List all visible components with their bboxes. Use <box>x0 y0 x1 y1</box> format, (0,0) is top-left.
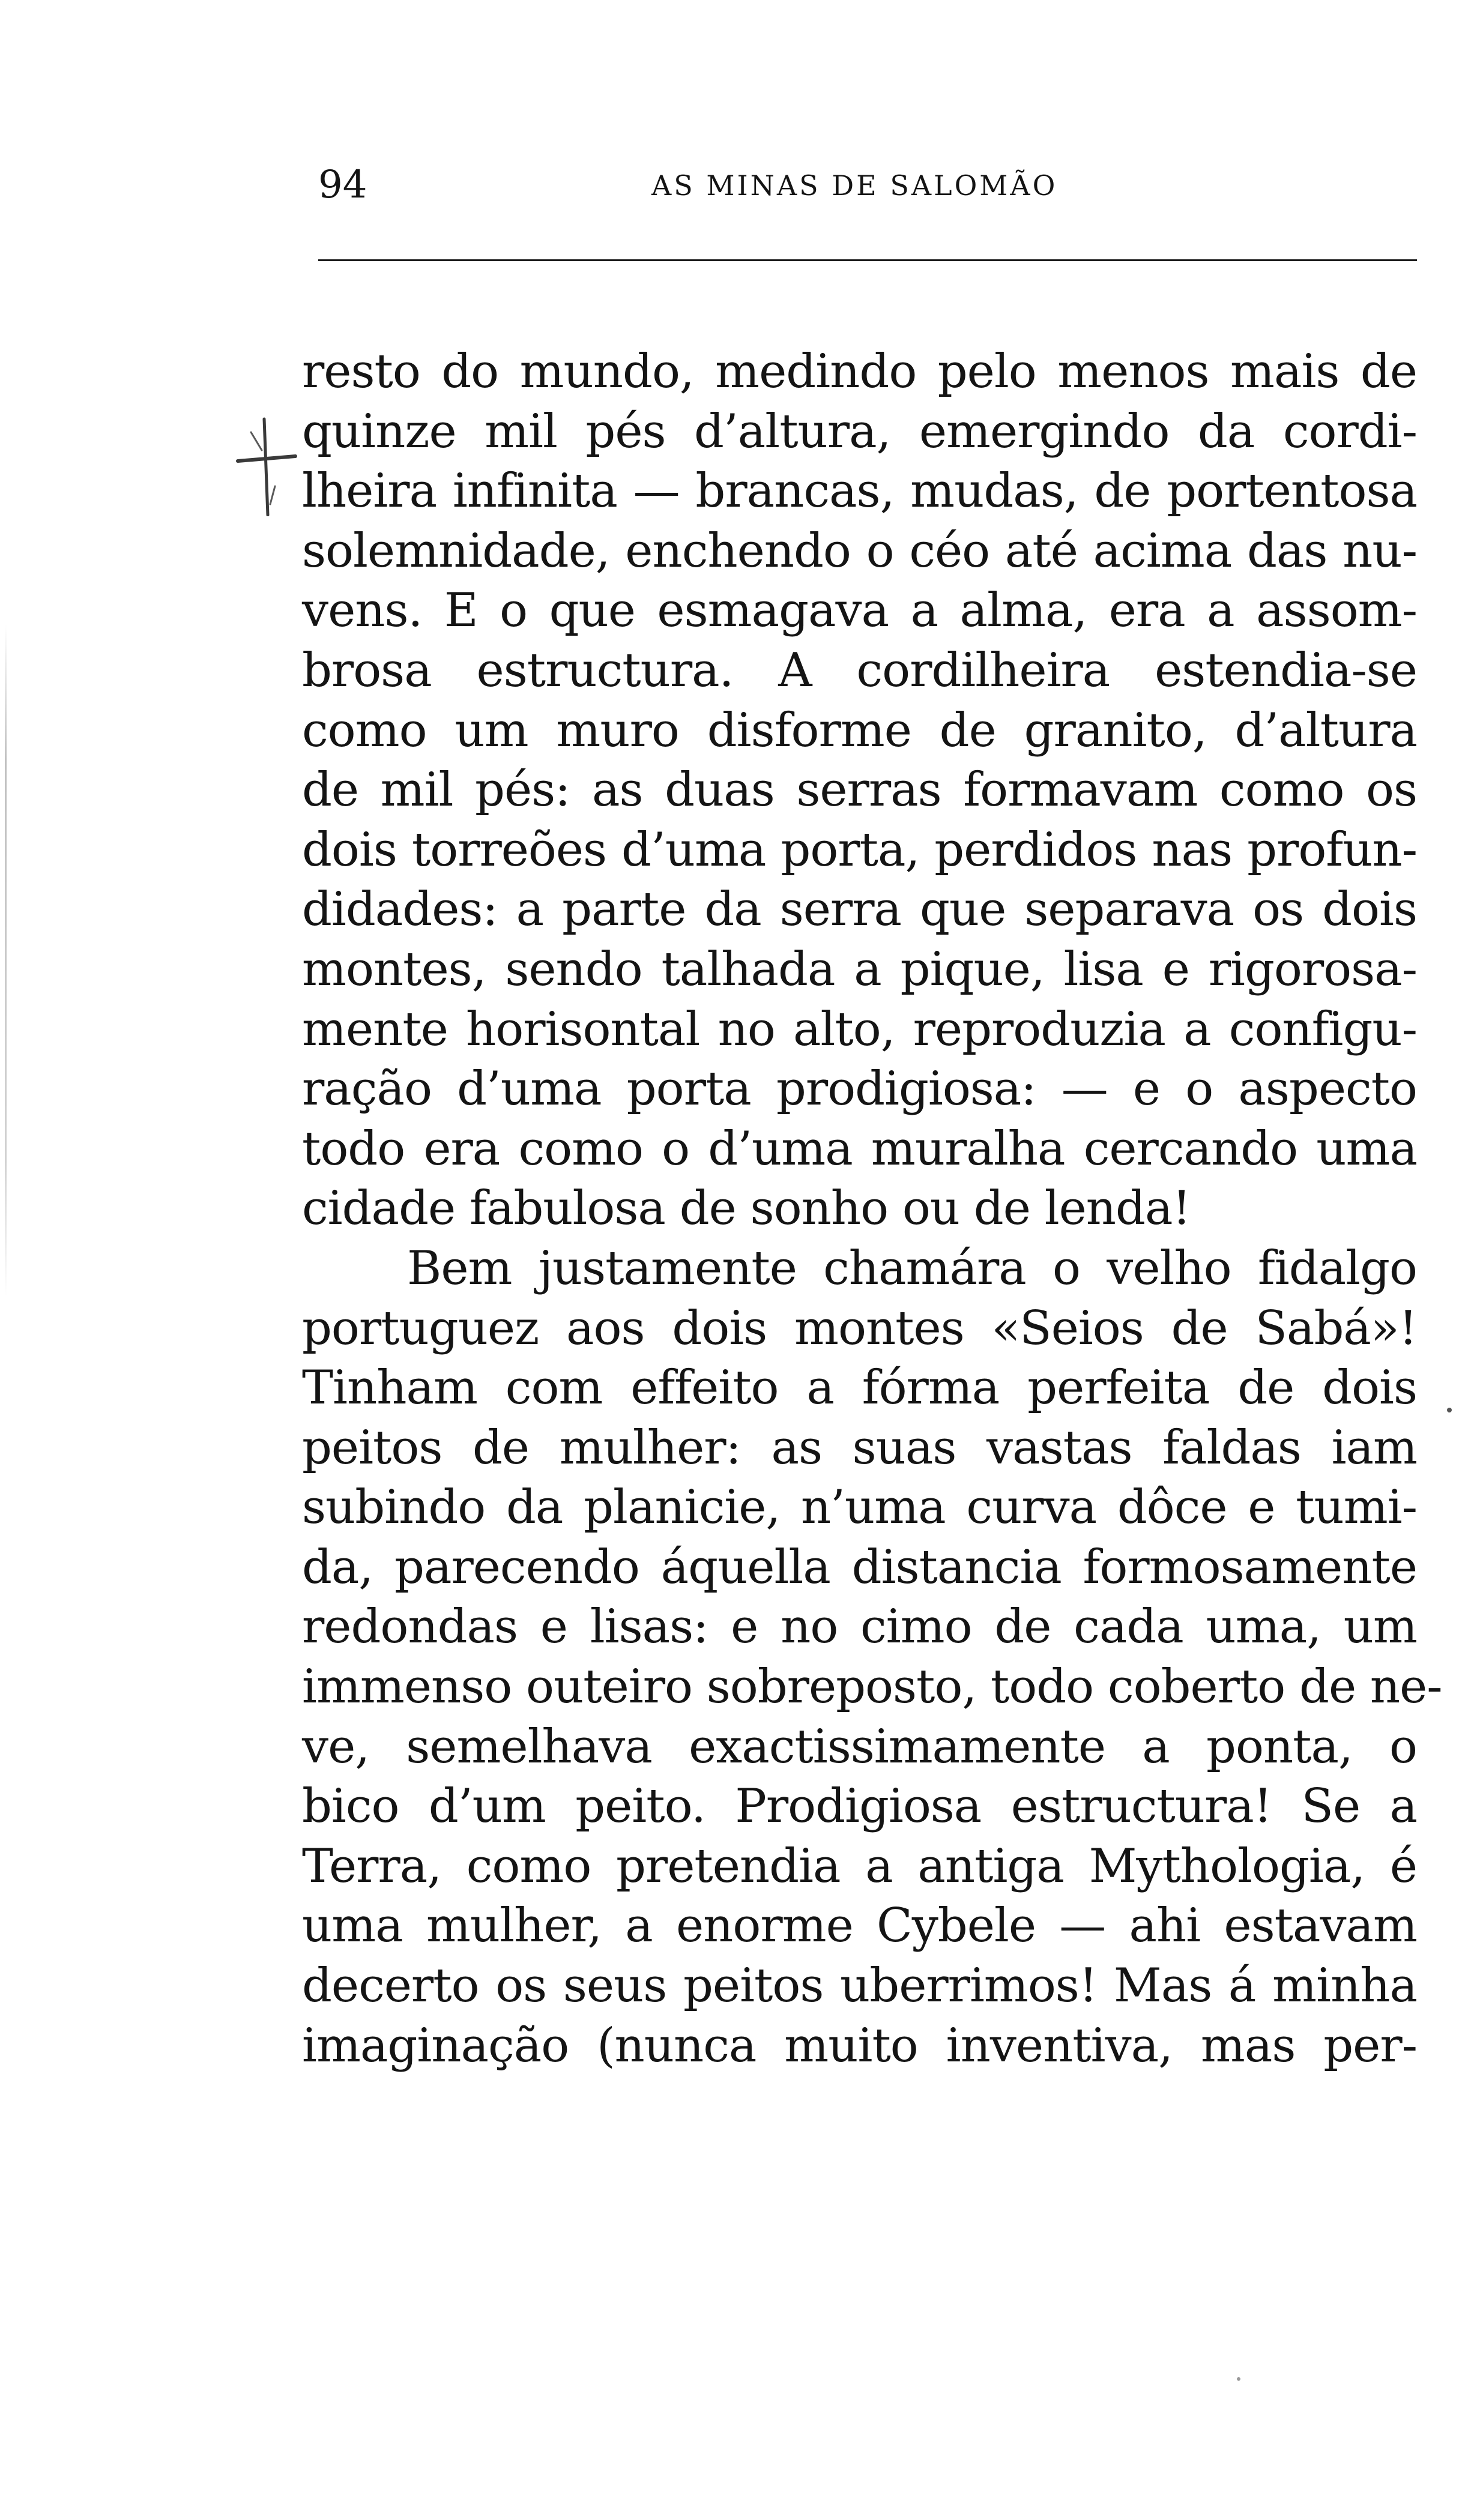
text-line: todo era como o d’uma muralha cercando uma <box>302 1121 1417 1176</box>
text-line: solemnidade, enchendo o céo até acima das nu- <box>302 523 1417 578</box>
pencil-cross-mark-icon <box>233 414 299 516</box>
body-text <box>302 342 1442 2076</box>
running-head <box>318 161 1417 209</box>
text-line: vens. E o que esmagava a alma, era a assom- <box>302 583 1417 638</box>
text-line: Tinham com effeito a fórma perfeita de dois <box>302 1361 1417 1415</box>
text-line: mente horisontal no alto, reproduzia a configu- <box>302 1002 1417 1057</box>
text-line: brosa estructura. A cordilheira estendia-se <box>302 643 1417 698</box>
text-line: ve, semelhava exactissimamente a ponta, o <box>302 1719 1417 1774</box>
scan-edge-shadow <box>5 624 7 1297</box>
text-line: peitos de mulher: as suas vastas faldas iam <box>302 1420 1417 1475</box>
text-line: decerto os seus peitos uberrimos! Mas á minha <box>302 1959 1417 2013</box>
text-line: uma mulher, a enorme Cybele — ahi estavam <box>302 1899 1417 1953</box>
text-line: didades: a parte da serra que separava os dois <box>302 882 1417 937</box>
text-line: da, parecendo áquella distancia formosamente <box>302 1540 1417 1594</box>
text-line: como um muro disforme de granito, d’altura <box>302 703 1417 758</box>
text-line: bico d’um peito. Prodigiosa estructura! Se a <box>302 1779 1417 1834</box>
text-line: redondas e lisas: e no cimo de cada uma, um <box>302 1600 1417 1654</box>
text-line: montes, sendo talhada a pique, lisa e rigorosa- <box>302 942 1417 996</box>
text-line: Terra, como pretendia a antiga Mythologia, é <box>302 1839 1417 1893</box>
text-line: immenso outeiro sobreposto, todo coberto de ne- <box>302 1660 1442 1714</box>
text-line: de mil pés: as duas serras formavam como os <box>302 763 1417 818</box>
text-line: dois torreões d’uma porta, perdidos nas profun- <box>302 822 1417 877</box>
ink-speck <box>1447 1408 1452 1412</box>
header-rule <box>318 259 1417 261</box>
text-line: ração d’uma porta prodigiosa: — e o aspecto <box>302 1062 1417 1117</box>
text-line: lheira infinita — brancas, mudas, de portentosa <box>302 464 1417 519</box>
paragraph-start-line: Bem justamente chamára o velho fidalgo <box>407 1241 1417 1295</box>
running-title: AS MINAS DE SALOMÃO <box>651 169 1058 202</box>
paragraph-end-line: cidade fabulosa de sonho ou de lenda! <box>302 1181 1191 1236</box>
text-line: subindo da planicie, n’uma curva dôce e tumi- <box>302 1480 1417 1535</box>
text-line: resto do mundo, medindo pelo menos mais de <box>302 345 1417 399</box>
page-number: 94 <box>318 163 367 207</box>
ink-speck <box>1237 2377 1240 2381</box>
text-line: imaginação (nunca muito inventiva, mas per- <box>302 2018 1417 2073</box>
text-line: portuguez aos dois montes «Seios de Sabá»! <box>302 1301 1417 1355</box>
text-line: quinze mil pés d’altura, emergindo da cordi- <box>302 404 1417 459</box>
